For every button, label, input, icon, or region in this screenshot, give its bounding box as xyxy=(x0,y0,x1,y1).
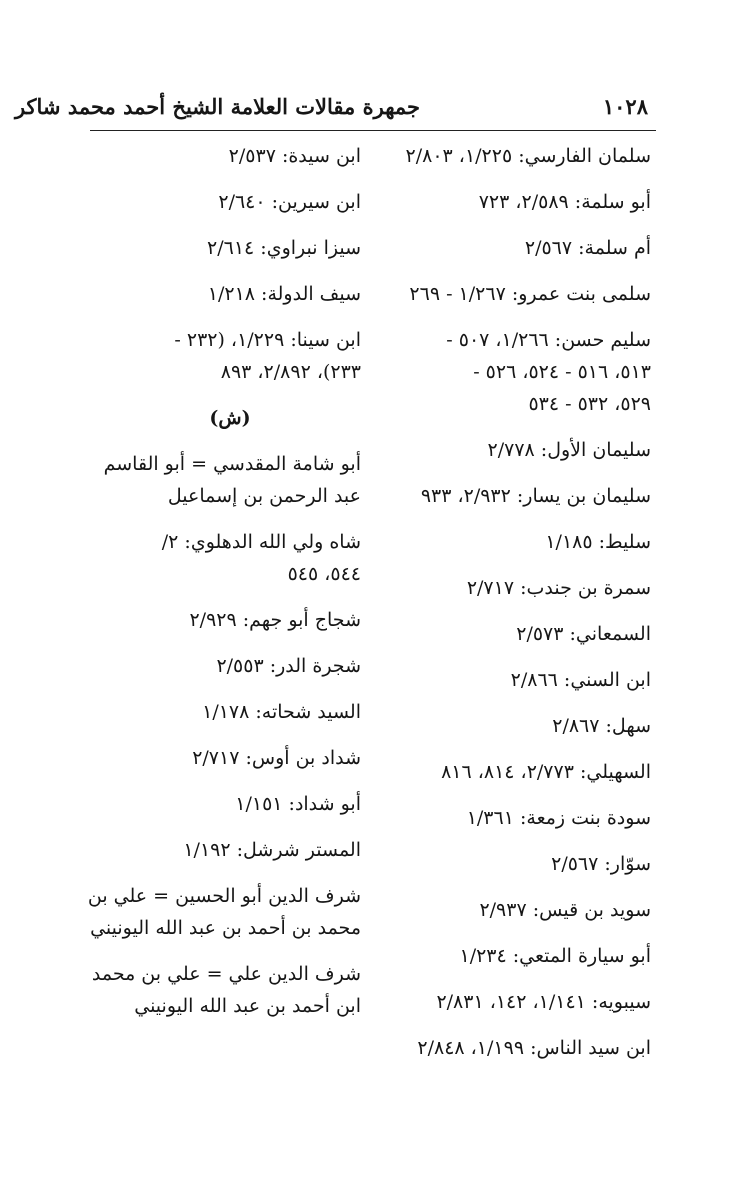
index-entry xyxy=(99,788,361,820)
index-entry xyxy=(393,232,651,264)
section-letter-heading: (ش) xyxy=(209,407,251,429)
index-entry xyxy=(393,572,651,604)
index-entry xyxy=(393,186,651,218)
index-entry xyxy=(393,1032,651,1064)
index-entry-line: السهيلي: ٢/٧٧٣، ٨١٤، ٨١٦ xyxy=(441,761,651,783)
index-entry-line: السيد شحاته: ١/١٧٨ xyxy=(202,701,361,723)
book-title: جمهرة مقالات العلامة الشيخ أحمد محمد شاكر xyxy=(14,94,420,119)
index-entry-line: ٢٣٣)، ٢/٨٩٢، ٨٩٣ xyxy=(220,361,361,383)
index-entry-line: ابن أحمد بن عبد الله اليونيني xyxy=(134,995,361,1017)
index-entry xyxy=(393,278,651,310)
index-entry-line: ابن سيد الناس: ١/١٩٩، ٢/٨٤٨ xyxy=(417,1037,651,1059)
index-entry-line: المستر شرشل: ١/١٩٢ xyxy=(183,839,361,861)
index-entry-line: سوّار: ٢/٥٦٧ xyxy=(551,853,651,875)
index-entry-line: أم سلمة: ٢/٥٦٧ xyxy=(524,237,651,259)
index-entry-line: أبو سلمة: ٢/٥٨٩، ٧٢٣ xyxy=(478,191,651,213)
index-entry xyxy=(99,526,361,590)
index-entry xyxy=(393,140,651,172)
index-entry-line: شداد بن أوس: ٢/٧١٧ xyxy=(192,747,361,769)
index-entry-line: سلمى بنت عمرو: ١/٢٦٧ - ٢٦٩ xyxy=(409,283,651,305)
header-rule xyxy=(90,130,656,131)
index-entry xyxy=(393,986,651,1018)
index-entry xyxy=(99,186,361,218)
index-entry-line: أبو سيارة المتعي: ١/٢٣٤ xyxy=(459,945,651,967)
index-entry xyxy=(99,140,361,172)
index-entry-line: شرف الدين أبو الحسين = علي بن xyxy=(87,885,361,907)
index-entry xyxy=(99,324,361,388)
index-entry xyxy=(99,742,361,774)
index-entry-line: سيبويه: ١/١٤١، ١٤٢، ٢/٨٣١ xyxy=(436,991,651,1013)
index-entry-line: عبد الرحمن بن إسماعيل xyxy=(167,485,361,507)
index-entry-line: ابن سينا: ١/٢٢٩، (٢٣٢ - xyxy=(174,329,361,351)
index-entry-line: شاه ولي الله الدهلوي: ٢/ xyxy=(161,531,361,553)
index-column-left xyxy=(87,140,361,1036)
index-entry-line: سليمان بن يسار: ٢/٩٣٢، ٩٣٣ xyxy=(420,485,651,507)
index-entry-line: السمعاني: ٢/٥٧٣ xyxy=(516,623,651,645)
index-entry-line: شرف الدين علي = علي بن محمد xyxy=(91,963,361,985)
index-entry-line: سودة بنت زمعة: ١/٣٦١ xyxy=(466,807,651,829)
index-entry xyxy=(99,834,361,866)
index-entry xyxy=(91,958,361,1022)
index-entry-line: محمد بن أحمد بن عبد الله اليونيني xyxy=(90,917,361,939)
index-entry-line: ٥٤٤، ٥٤٥ xyxy=(287,563,361,585)
index-entry xyxy=(99,278,361,310)
index-entry-line: ابن سيرين: ٢/٦٤٠ xyxy=(218,191,361,213)
index-entry-line: شجاج أبو جهم: ٢/٩٢٩ xyxy=(189,609,361,631)
index-entry xyxy=(393,618,651,650)
index-entry-line: شجرة الدر: ٢/٥٥٣ xyxy=(216,655,361,677)
index-entry-line: سليم حسن: ١/٢٦٦، ٥٠٧ - xyxy=(446,329,651,351)
page-number: ١٠٢٨ xyxy=(602,94,648,119)
index-entry xyxy=(393,848,651,880)
index-entry xyxy=(393,664,651,696)
index-entry-line: سليط: ١/١٨٥ xyxy=(545,531,651,553)
index-column-right xyxy=(393,140,651,1078)
index-entry xyxy=(99,650,361,682)
index-entry-line: سلمان الفارسي: ١/٢٢٥، ٢/٨٠٣ xyxy=(405,145,651,167)
index-entry-line: أبو شداد: ١/١٥١ xyxy=(235,793,361,815)
index-entry xyxy=(393,526,651,558)
index-entry xyxy=(393,324,651,420)
index-entry-line: سيزا نبراوي: ٢/٦١٤ xyxy=(207,237,361,259)
index-entry xyxy=(99,232,361,264)
index-entry xyxy=(393,894,651,926)
index-entry-line: سمرة بن جندب: ٢/٧١٧ xyxy=(466,577,651,599)
index-entry xyxy=(393,480,651,512)
index-entry xyxy=(87,880,361,944)
index-entry-line: سيف الدولة: ١/٢١٨ xyxy=(207,283,361,305)
index-entry-line: ابن السني: ٢/٨٦٦ xyxy=(510,669,651,691)
index-entry-line: ٥٢٩، ٥٣٢ - ٥٣٤ xyxy=(528,393,651,415)
index-entry xyxy=(99,696,361,728)
index-entry-line: ابن سيدة: ٢/٥٣٧ xyxy=(228,145,361,167)
index-entry xyxy=(99,448,361,512)
index-entry-line: سهل: ٢/٨٦٧ xyxy=(552,715,651,737)
index-entry xyxy=(99,604,361,636)
index-entry-line: أبو شامة المقدسي = أبو القاسم xyxy=(103,453,361,475)
index-entry xyxy=(393,756,651,788)
index-entry xyxy=(393,710,651,742)
index-entry-line: ٥١٣، ٥١٦ - ٥٢٤، ٥٢٦ - xyxy=(473,361,651,383)
page-header xyxy=(14,88,648,128)
index-entry xyxy=(393,434,651,466)
index-entry-line: سليمان الأول: ٢/٧٧٨ xyxy=(487,439,651,461)
index-entry xyxy=(393,802,651,834)
index-entry xyxy=(393,940,651,972)
index-entry-line: سويد بن قيس: ٢/٩٣٧ xyxy=(479,899,651,921)
